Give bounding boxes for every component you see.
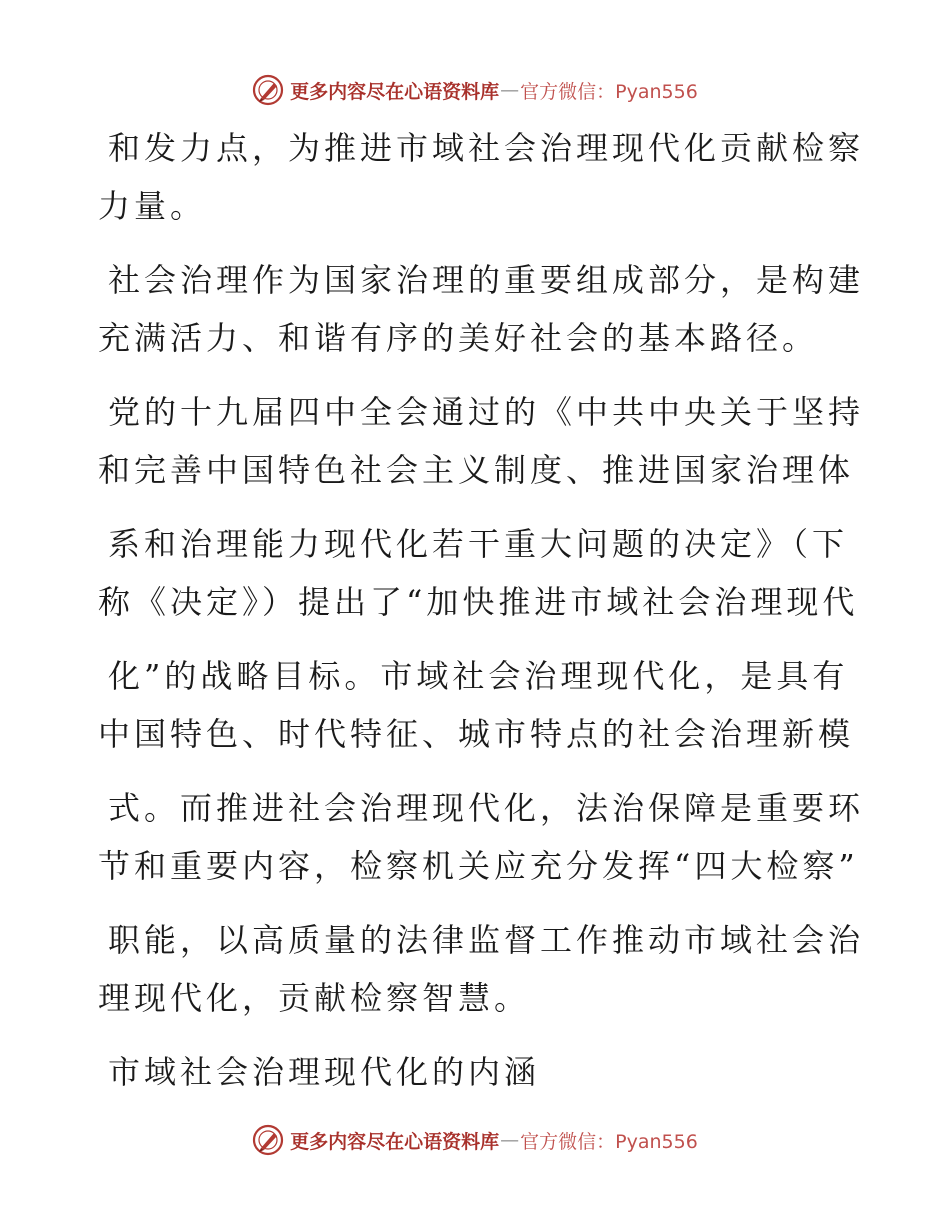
pen-logo-icon (252, 1124, 284, 1156)
body-line-5: 党的十九届四中全会通过的《中共中央关于坚持 (108, 393, 865, 431)
body-line-14: 理现代化，贡献检察智慧。 (98, 979, 531, 1017)
watermark-brand-text: 更多内容尽在心语资料库 (290, 1130, 500, 1153)
body-line-9: 化”的战略目标。市域社会治理现代化，是具有 (108, 657, 849, 695)
body-line-12: 节和重要内容，检察机关应充分发挥“四大检察” (98, 847, 859, 885)
watermark-header (0, 70, 950, 110)
body-line-4: 充满活力、和谐有序的美好社会的基本路径。 (98, 319, 819, 357)
body-line-13: 职能，以高质量的法律监督工作推动市域社会治 (108, 921, 865, 959)
pen-logo-icon (252, 74, 284, 106)
body-line-3: 社会治理作为国家治理的重要组成部分，是构建 (108, 261, 865, 299)
body-line-11: 式。而推进社会治理现代化，法治保障是重要环 (108, 789, 865, 827)
watermark-brand-text: 更多内容尽在心语资料库 (290, 80, 500, 103)
section-heading: 市域社会治理现代化的内涵 (108, 1053, 541, 1091)
watermark-dash: — (500, 1129, 520, 1151)
body-line-6: 和完善中国特色社会主义制度、推进国家治理体 (98, 451, 855, 489)
watermark-wechat-text: 官方微信：Pyan556 (520, 1130, 698, 1153)
body-line-2: 力量。 (98, 187, 207, 225)
watermark-dash: — (500, 79, 520, 101)
body-line-7: 系和治理能力现代化若干重大问题的决定》（下 (108, 525, 849, 563)
watermark-footer (0, 1120, 950, 1160)
watermark-wechat-text: 官方微信：Pyan556 (520, 80, 698, 103)
body-line-10: 中国特色、时代特征、城市特点的社会治理新模 (98, 715, 855, 753)
body-line-1: 和发力点，为推进市域社会治理现代化贡献检察 (108, 129, 865, 167)
body-line-8: 称《决定》）提出了“加快推进市域社会治理现代 (98, 583, 859, 621)
